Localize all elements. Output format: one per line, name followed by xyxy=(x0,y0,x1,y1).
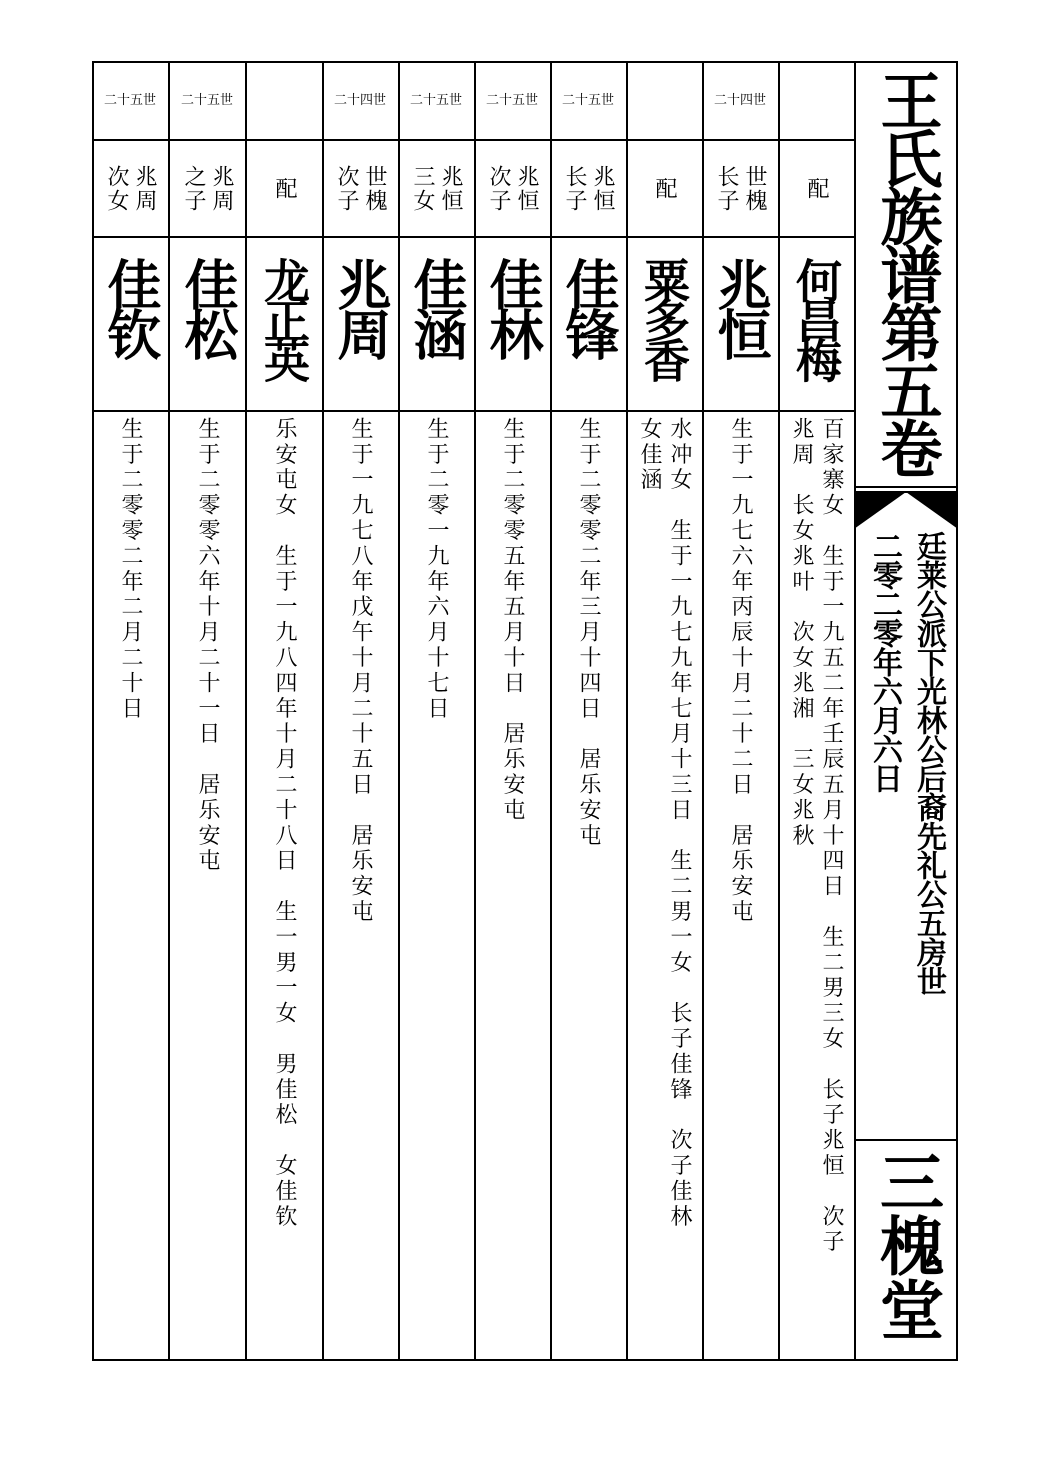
person-name-text: 佳松 xyxy=(176,257,239,357)
person-detail-text: 生于二零零二年三月十四日 居乐安屯 xyxy=(576,417,601,849)
generation-label: 二十五世 xyxy=(485,92,538,108)
person-detail-text: 乐安屯女 生于一九八四年十月二十八日 生一男一女 男佳松 女佳钦 xyxy=(272,417,297,1230)
person-name xyxy=(92,239,168,411)
relation-text: 世槐 长子 xyxy=(714,164,767,213)
generation-label: 二十五世 xyxy=(103,92,156,108)
person-name-text: 兆恒 xyxy=(709,257,772,357)
page-title xyxy=(854,69,958,475)
generation-label: 二十五世 xyxy=(180,92,233,108)
person-name xyxy=(398,239,474,411)
generation-label: 二十四世 xyxy=(713,92,766,108)
page-title-text: 王氏族谱第五卷 xyxy=(870,69,943,475)
column-divider xyxy=(322,61,324,1361)
relation-label xyxy=(550,141,626,236)
column-divider xyxy=(550,61,552,1361)
generation-label xyxy=(626,61,702,139)
record-column xyxy=(702,61,778,1361)
person-detail xyxy=(702,417,778,1351)
record-column xyxy=(322,61,398,1361)
column-divider xyxy=(474,61,476,1361)
relation-label xyxy=(322,141,398,236)
record-column xyxy=(169,61,245,1361)
relation-text: 兆恒 长子 xyxy=(562,164,615,213)
person-name xyxy=(626,239,702,411)
generation-label: 二十五世 xyxy=(409,92,462,108)
person-detail-text: 生于一九七六年丙辰十月二十二日 居乐安屯 xyxy=(728,417,753,925)
person-name xyxy=(169,239,245,411)
record-column xyxy=(474,61,550,1361)
relation-text: 兆恒 三女 xyxy=(410,164,463,213)
person-detail xyxy=(322,417,398,1351)
column-divider xyxy=(168,61,170,1361)
relation-text: 世槐 次子 xyxy=(334,164,387,213)
person-detail xyxy=(550,417,626,1351)
hall-name xyxy=(854,1149,958,1341)
generation-label: 二十四世 xyxy=(333,92,386,108)
person-name xyxy=(474,239,550,411)
person-name xyxy=(322,239,398,411)
person-detail xyxy=(626,417,702,1351)
person-detail-text: 生于二零零五年五月十日 居乐安屯 xyxy=(500,417,525,824)
title-panel xyxy=(854,61,958,1361)
person-name-text: 佳钦 xyxy=(99,257,162,357)
subtitle-line-date: 二零二零年六月六日 xyxy=(867,531,902,792)
person-detail xyxy=(92,417,168,1351)
person-name xyxy=(702,239,778,411)
person-name-text: 佳涵 xyxy=(405,257,468,357)
relation-label xyxy=(169,141,245,236)
relation-label xyxy=(626,141,702,236)
subtitle xyxy=(854,531,958,1131)
person-detail-text: 生于二零零二年二月二十日 xyxy=(118,417,143,722)
relation-text: 兆恒 次子 xyxy=(486,164,539,213)
person-detail xyxy=(169,417,245,1351)
person-detail-text: 生于二零一九年六月十七日 xyxy=(424,417,449,722)
person-name-text: 佳锋 xyxy=(557,257,620,357)
relation-label xyxy=(474,141,550,236)
record-column xyxy=(398,61,474,1361)
subtitle-line-lineage: 廷莱公派下光林公后裔先礼公五房世 xyxy=(911,531,946,995)
person-detail xyxy=(778,417,854,1351)
hall-name-text: 三槐堂 xyxy=(869,1149,943,1341)
column-divider xyxy=(626,61,628,1361)
person-name-text: 兆周 xyxy=(329,257,392,357)
person-name-text: 佳林 xyxy=(481,257,544,357)
record-column xyxy=(92,61,168,1361)
relation-label xyxy=(92,141,168,236)
person-name xyxy=(550,239,626,411)
relation-text: 兆周 次女 xyxy=(104,164,157,213)
column-divider xyxy=(778,61,780,1361)
person-detail-text: 水冲女 生于一九七九年七月十三日 生二男一女 长子佳锋 次子佳林 女佳涵 xyxy=(637,417,692,1230)
person-name-text: 何昌梅 xyxy=(789,257,843,377)
relation-text: 兆周 之子 xyxy=(181,164,234,213)
relation-text: 配 xyxy=(272,176,297,201)
record-column xyxy=(550,61,626,1361)
person-detail-text: 生于二零零六年十月二十一日 居乐安屯 xyxy=(195,417,220,875)
relation-text: 配 xyxy=(652,176,677,201)
record-column xyxy=(246,61,322,1361)
person-detail-text: 百家寨女 生于一九五二年壬辰五月十四日 生二男三女 长子兆恒 次子 兆周 长女兆叶 次女兆湘 三女兆秋 xyxy=(789,417,844,1256)
column-divider xyxy=(702,61,704,1361)
column-divider xyxy=(245,61,247,1361)
generation-label xyxy=(246,61,322,139)
relation-label xyxy=(778,141,854,236)
column-divider xyxy=(398,61,400,1361)
generation-label: 二十五世 xyxy=(561,92,614,108)
relation-label xyxy=(702,141,778,236)
record-column xyxy=(778,61,854,1361)
relation-text: 配 xyxy=(804,176,829,201)
person-name-text: 粟多香 xyxy=(637,257,691,377)
person-detail xyxy=(246,417,322,1351)
person-name xyxy=(246,239,322,411)
person-detail xyxy=(398,417,474,1351)
relation-label xyxy=(398,141,474,236)
record-column xyxy=(626,61,702,1361)
person-detail-text: 生于一九七八年戊午十月二十五日 居乐安屯 xyxy=(348,417,373,925)
person-name-text: 龙正英 xyxy=(257,257,311,377)
generation-label xyxy=(778,61,854,139)
hall-divider xyxy=(854,1139,958,1141)
person-name xyxy=(778,239,854,411)
relation-label xyxy=(246,141,322,236)
person-detail xyxy=(474,417,550,1351)
